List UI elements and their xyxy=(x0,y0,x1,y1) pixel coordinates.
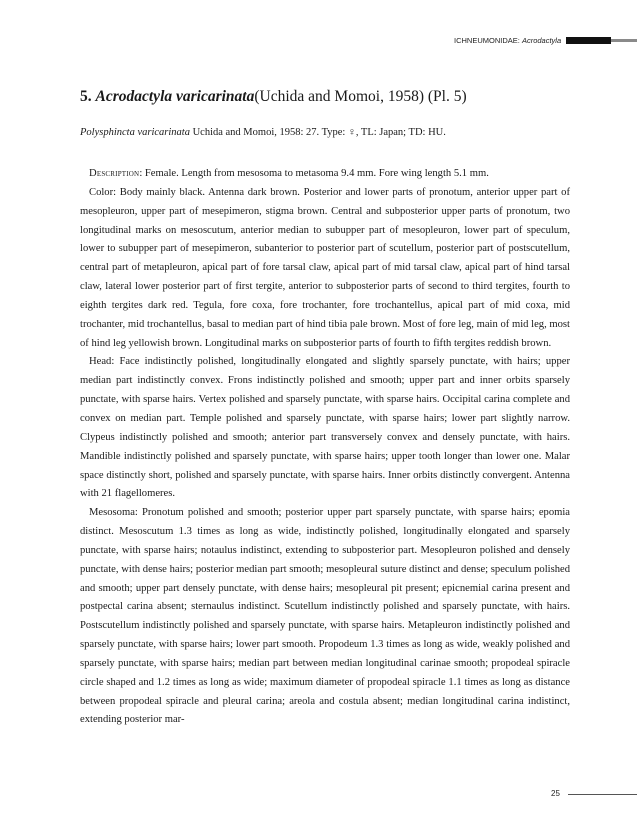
header-genus: Acrodactyla xyxy=(521,36,562,45)
species-authority: (Uchida and Momoi, 1958) xyxy=(254,88,424,105)
plate-reference: (Pl. 5) xyxy=(427,88,467,105)
description-body xyxy=(80,165,570,730)
description-intro-paragraph xyxy=(80,165,570,184)
color-paragraph: Color: Body mainly black. Antenna dark brown. Posterior and lower parts of pronotum, anterior upper part of mesopleuron, upper part of mesepimeron, stigma brown. Central and subposterior upper parts of pronotum, two longitudinal marks on mesoscutum, anterior median to subupper part of mesopleuron, lower part of speculum, lower to subupper part of mesepimeron, subanterior to posterior part of scutellum, posterior part of postscutellum, central part of metapleuron, apical part of fore tarsal claw, apical part of mid tarsal claw, apical part of hind tarsal claw, lateral lower posterior part of first tergite, anterior to subposterior parts of second to third tergites, fourth to eighth tergites dark red. Tegula, fore coxa, fore trochanter, fore trochantellus, apical part of mid coxa, mid trochanter, mid trochantellus, basal to median part of hind tibia pale brown. Most of fore leg, main of mid leg, most of hind leg yellowish brown. Longitudinal marks on subposterior parts of fourth to fifth tergites reddish brown. xyxy=(80,186,570,349)
synonym-line xyxy=(80,127,580,138)
species-name: Acrodactyla varicarinata xyxy=(95,88,255,105)
header-family: ICHNEUMONIDAE: xyxy=(454,36,520,45)
header-bar-decoration xyxy=(566,37,611,44)
footer-rule xyxy=(568,794,637,795)
description-intro: : Female. Length from mesosoma to metasoma 9.4 mm. Fore wing length 5.1 mm. xyxy=(139,168,489,179)
running-header xyxy=(454,36,561,45)
synonym-name: Polysphincta varicarinata xyxy=(80,127,190,138)
header-bar-tail-decoration xyxy=(611,39,637,42)
head-paragraph: Head: Face indistinctly polished, longitudinally elongated and slightly sparsely punctate, with hairs; upper median part indistinctly convex. Frons indistinctly polished and smooth; upper part and inner orbits sparsely punctate, with sparse hairs. Vertex polished and sparsely punctate, with sparse hairs. Occipital carina complete and convex on median part. Temple polished and sparsely punctate, with sparse hairs; lower part slightly narrow. Clypeus indistinctly polished and smooth; anterior part transversely convex and densely punctate, with hairs. Mandible indistinctly polished and sparsely punctate, with sparse hairs; upper tooth longer than lower one. Malar space distinctly short, polished and sparsely punctate, with sparse hairs. Inner orbits distinctly convergent. Antenna with 21 flagellomeres. xyxy=(80,356,570,500)
mesosoma-paragraph: Mesosoma: Pronotum polished and smooth; posterior upper part sparsely punctate, with sparse hairs; epomia distinct. Mesoscutum 1.3 times as long as wide, indistinctly polished, longitudinally elongated and sparsely punctate, with sparse hairs; notaulus indistinct, extending to subposterior part. Mesopleuron polished and densely punctate, with dense hairs; posterior median part smooth; mesopleural suture distinct and dense; speculum polished and smooth; upper part densely punctate, with dense hairs; mesopleural pit present; epicnemial carina present and postpectal carina absent; sternaulus indistinct. Scutellum indistinctly polished and sparsely punctate, with hairs. Postscutellum indistinctly polished and sparsely punctate, with sparse hairs. Metapleuron indistinctly polished and sparsely punctate, with sparse hairs; lower part smooth. Propodeum 1.3 times as long as wide, weakly polished and sparsely punctate, with sparse hairs; median part between median longitudinal carinae smooth; propodeal spiracle circle shaped and 1.2 times as long as wide; maximum diameter of propodeal spiracle 1.1 times as long as distance between propodeal spiracle and pleural carina; areola and costula absent; median longitudinal carina indistinct, extending posterior mar- xyxy=(80,507,570,726)
page-number: 25 xyxy=(551,789,560,798)
species-number: 5. xyxy=(80,88,92,105)
species-title xyxy=(80,88,580,106)
synonym-citation: Uchida and Momoi, 1958: 27. Type: ♀, TL: Japan; TD: HU. xyxy=(192,127,446,138)
description-label: Description xyxy=(89,168,140,179)
